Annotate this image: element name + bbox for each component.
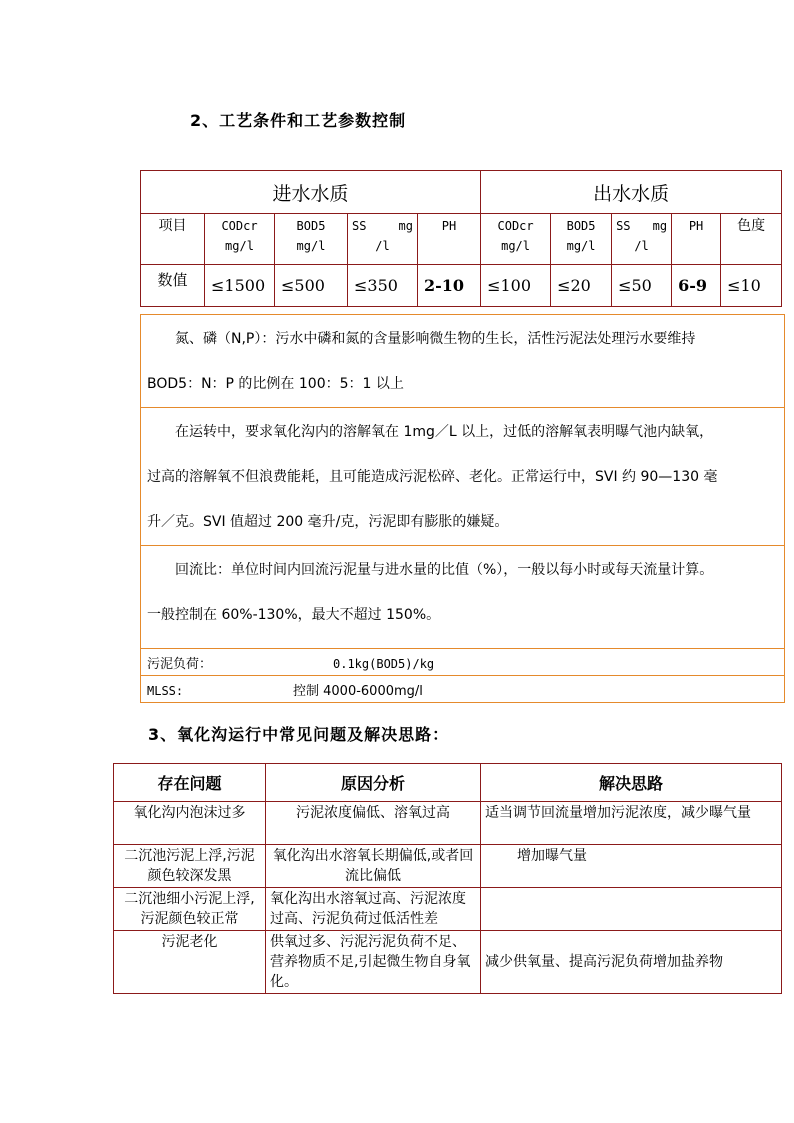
col-in-ss: SS mg /l [348,214,418,265]
mlss-row: MLSS: 控制 4000-6000mg/l [141,676,785,703]
problem-cell: 二沉池细小污泥上浮,污泥颜色较正常 [114,888,266,931]
sludge-load-row: 污泥负荷： 0.1kg(BOD5)/kg [141,649,785,676]
cause-cell: 氧化沟出水溶氧长期偏低,或者回流比偏低 [266,845,481,888]
value-in-ss: ≤350 [348,265,418,307]
value-out-ss: ≤50 [612,265,672,307]
value-out-bod5: ≤20 [551,265,612,307]
cause-cell: 污泥浓度偏低、溶氧过高 [266,802,481,845]
cause-cell: 氧化沟出水溶氧过高、污泥浓度过高、污泥负荷过低活性差 [266,888,481,931]
value-out-ph: 6-9 [672,265,721,307]
cause-cell: 供氧过多、污泥污泥负荷不足、营养物质不足,引起微生物自身氧化。 [266,931,481,994]
col-out-codcr: CODcr mg/l [481,214,551,265]
col-in-bod5: BOD5 mg/l [275,214,348,265]
col-in-ph: PH [418,214,481,265]
solution-cell: 适当调节回流量增加污泥浓度，减少曝气量 [481,802,782,845]
col-item: 项目 [141,214,205,265]
value-out-color: ≤10 [721,265,782,307]
problems-table [113,763,782,994]
process-parameters-table [140,314,785,703]
dissolved-oxygen-paragraph: 在运转中，要求氧化沟内的溶解氧在 1mg／L 以上，过低的溶解氧表明曝气池内缺氧， 过高的溶解氧不但浪费能耗，且可能造成污泥松碎、老化。正常运行中，SVI 约 90—130 毫 升／克。SVI 值超过 200 毫升/克，污泥即有膨胀的嫌疑。 [141,408,785,546]
problem-cell: 污泥老化 [114,931,266,994]
problem-cell: 氧化沟内泡沫过多 [114,802,266,845]
col-out-ph: PH [672,214,721,265]
section-3-title: 3、氧化沟运行中常见问题及解决思路： [148,725,450,744]
value-in-codcr: ≤1500 [205,265,275,307]
np-paragraph: 氮、磷（N,P）：污水中磷和氮的含量影响微生物的生长，活性污泥法处理污水要维持 BOD5：N：P 的比例在 100：5：1 以上 [141,315,785,408]
col-out-ss: SS mg /l [612,214,672,265]
solution-cell [481,888,782,931]
col-out-bod5: BOD5 mg/l [551,214,612,265]
header-problem: 存在问题 [114,764,266,802]
influent-header: 进水水质 [141,171,481,214]
header-cause: 原因分析 [266,764,481,802]
water-quality-table [140,170,782,307]
header-solution: 解决思路 [481,764,782,802]
value-in-ph: 2-10 [418,265,481,307]
effluent-header: 出水水质 [481,171,782,214]
col-in-codcr: CODcr mg/l [205,214,275,265]
value-out-codcr: ≤100 [481,265,551,307]
values-label: 数值 [141,265,205,307]
col-out-color: 色度 [721,214,782,265]
section-2-title: 2、工艺条件和工艺参数控制 [190,111,407,130]
return-ratio-paragraph: 回流比：单位时间内回流污泥量与进水量的比值（%），一般以每小时或每天流量计算。 一般控制在 60%-130%，最大不超过 150%。 [141,546,785,649]
problem-cell: 二沉池污泥上浮,污泥颜色较深发黑 [114,845,266,888]
value-in-bod5: ≤500 [275,265,348,307]
solution-cell: 减少供氧量、提高污泥负荷增加盐养物 [481,931,782,994]
solution-cell: 增加曝气量 [481,845,782,888]
